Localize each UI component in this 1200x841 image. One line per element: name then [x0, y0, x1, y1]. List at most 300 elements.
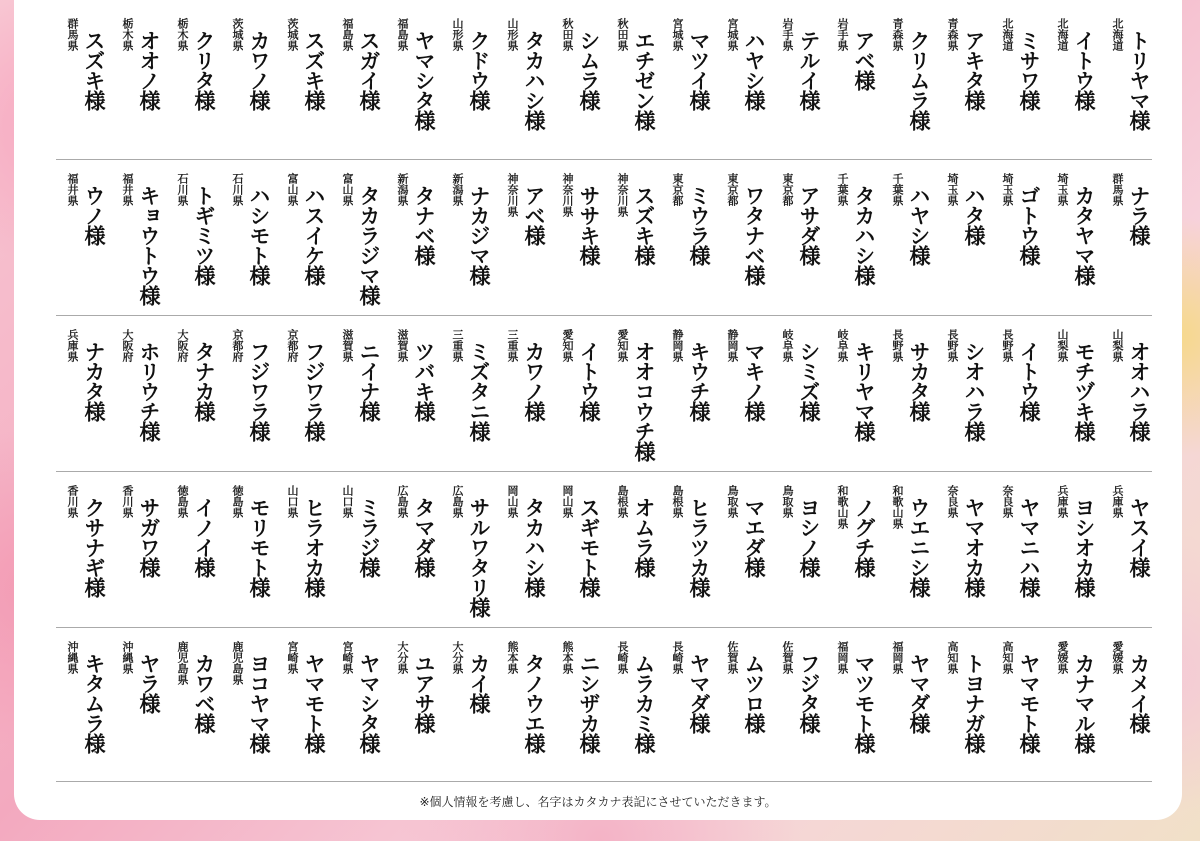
winner-name: ヨシノ様	[797, 497, 821, 577]
winner-name: ハスイケ様	[302, 185, 326, 285]
winner-entry	[664, 329, 712, 485]
winner-entry	[1049, 329, 1097, 485]
winner-entry	[224, 173, 272, 329]
prefecture-label: 山梨県	[1056, 329, 1069, 362]
winner-entry	[939, 641, 987, 797]
winner-name: ユアサ様	[412, 653, 436, 733]
winner-entry	[774, 485, 822, 641]
winner-entry	[829, 485, 877, 641]
winner-entry	[169, 329, 217, 485]
prefecture-label: 静岡県	[671, 329, 684, 362]
winner-entry	[554, 329, 602, 485]
winner-name: オオコウチ様	[632, 341, 656, 461]
prefecture-label: 香川県	[121, 485, 134, 518]
prefecture-label: 秋田県	[616, 18, 629, 51]
prefecture-label: 山形県	[451, 18, 464, 51]
winner-entry	[719, 641, 767, 797]
winner-name: ミサワ様	[1017, 30, 1041, 110]
winner-entry	[334, 485, 382, 641]
winner-name: マキノ様	[742, 341, 766, 421]
winner-entry	[609, 18, 657, 174]
row-divider	[56, 471, 1152, 472]
prefecture-label: 佐賀県	[726, 641, 739, 674]
winner-entry	[994, 329, 1042, 485]
winner-name: ヤラ様	[137, 653, 161, 713]
prefecture-label: 和歌山県	[836, 485, 849, 529]
prefecture-label: 群馬県	[1111, 173, 1124, 206]
prefecture-label: 奈良県	[946, 485, 959, 518]
winner-entry	[169, 18, 217, 174]
winner-name: ヤマダ様	[907, 653, 931, 733]
winner-entry	[279, 641, 327, 797]
winner-name: カメイ様	[1127, 653, 1151, 733]
winner-entry	[444, 641, 492, 797]
winner-name: タノウエ様	[522, 653, 546, 753]
winner-name: ヒラオカ様	[302, 497, 326, 597]
prefecture-label: 大分県	[396, 641, 409, 674]
winner-name: ヤマシタ様	[412, 30, 436, 130]
prefecture-label: 徳島県	[176, 485, 189, 518]
prefecture-label: 新潟県	[451, 173, 464, 206]
winner-entry	[334, 329, 382, 485]
prefecture-label: 山口県	[341, 485, 354, 518]
winner-entry	[1049, 485, 1097, 641]
prefecture-label: 静岡県	[726, 329, 739, 362]
winner-entry	[664, 173, 712, 329]
winner-name: ハヤシ様	[907, 185, 931, 265]
winner-entry	[59, 641, 107, 797]
winner-name: アベ様	[852, 30, 876, 90]
prefecture-label: 兵庫県	[1111, 485, 1124, 518]
prefecture-label: 鹿児島県	[176, 641, 189, 685]
prefecture-label: 長野県	[946, 329, 959, 362]
winner-entry	[334, 18, 382, 174]
winner-entry	[994, 485, 1042, 641]
winner-entry	[169, 641, 217, 797]
winner-name: ハシモト様	[247, 185, 271, 285]
prefecture-label: 長崎県	[671, 641, 684, 674]
winner-entry	[114, 329, 162, 485]
prefecture-label: 岡山県	[561, 485, 574, 518]
winner-entry	[994, 641, 1042, 797]
winner-name: シミズ様	[797, 341, 821, 421]
winner-name: ホリウチ様	[137, 341, 161, 441]
winner-name: アキタ様	[962, 30, 986, 110]
winner-name: シムラ様	[577, 30, 601, 110]
winner-entry	[499, 485, 547, 641]
winner-entry	[994, 18, 1042, 174]
prefecture-label: 京都府	[286, 329, 299, 362]
winner-entry	[884, 485, 932, 641]
winner-entry	[884, 641, 932, 797]
winner-entry	[774, 641, 822, 797]
winner-name: ナカジマ様	[467, 185, 491, 285]
prefecture-label: 栃木県	[176, 18, 189, 51]
winner-name: ヤマシタ様	[357, 653, 381, 753]
winner-name: ウエニシ様	[907, 497, 931, 597]
winner-entry	[279, 173, 327, 329]
winners-panel	[14, 0, 1182, 820]
prefecture-label: 北海道	[1001, 18, 1014, 51]
winner-entry	[444, 485, 492, 641]
prefecture-label: 福岡県	[836, 641, 849, 674]
winner-name: アサダ様	[797, 185, 821, 265]
winner-entry	[884, 173, 932, 329]
winner-name: カナマル様	[1072, 653, 1096, 753]
winner-name: クサナギ様	[82, 497, 106, 597]
prefecture-label: 京都府	[231, 329, 244, 362]
prefecture-label: 新潟県	[396, 173, 409, 206]
winner-name: ウノ様	[82, 185, 106, 245]
prefecture-label: 鳥取県	[781, 485, 794, 518]
winner-entry	[939, 173, 987, 329]
winner-name: タマダ様	[412, 497, 436, 577]
winner-name: スズキ様	[82, 30, 106, 110]
prefecture-label: 青森県	[946, 18, 959, 51]
prefecture-label: 岩手県	[781, 18, 794, 51]
prefecture-label: 秋田県	[561, 18, 574, 51]
winner-name: ハヤシ様	[742, 30, 766, 110]
prefecture-label: 愛媛県	[1056, 641, 1069, 674]
prefecture-label: 愛知県	[616, 329, 629, 362]
prefecture-label: 石川県	[231, 173, 244, 206]
winner-entry	[114, 641, 162, 797]
winner-entry	[499, 641, 547, 797]
winner-entry	[939, 329, 987, 485]
prefecture-label: 埼玉県	[1001, 173, 1014, 206]
winner-name: ハタ様	[962, 185, 986, 245]
winner-name: モリモト様	[247, 497, 271, 597]
prefecture-label: 高知県	[946, 641, 959, 674]
winner-entry	[554, 18, 602, 174]
winner-name: アベ様	[522, 185, 546, 245]
prefecture-label: 神奈川県	[616, 173, 629, 217]
prefecture-label: 香川県	[66, 485, 79, 518]
winner-name: マツモト様	[852, 653, 876, 753]
prefecture-label: 茨城県	[286, 18, 299, 51]
prefecture-label: 高知県	[1001, 641, 1014, 674]
winner-entry	[719, 173, 767, 329]
prefecture-label: 青森県	[891, 18, 904, 51]
winner-entry	[829, 329, 877, 485]
winner-entry	[719, 485, 767, 641]
winner-name: サカタ様	[907, 341, 931, 421]
prefecture-label: 徳島県	[231, 485, 244, 518]
prefecture-label: 島根県	[671, 485, 684, 518]
prefecture-label: 山口県	[286, 485, 299, 518]
prefecture-label: 富山県	[286, 173, 299, 206]
winner-name: ヤマモト様	[1017, 653, 1041, 753]
winner-entry	[1104, 18, 1152, 174]
winner-entry	[169, 485, 217, 641]
winner-name: クリムラ様	[907, 30, 931, 130]
winner-entry	[554, 173, 602, 329]
winner-name: テルイ様	[797, 30, 821, 110]
winner-entry	[609, 173, 657, 329]
winner-name: イトウ様	[1072, 30, 1096, 110]
winner-entry	[389, 329, 437, 485]
row-divider	[56, 781, 1152, 782]
winner-name: ツバキ様	[412, 341, 436, 421]
winner-name: カワノ様	[247, 30, 271, 110]
winner-entry	[114, 485, 162, 641]
prefecture-label: 岐阜県	[781, 329, 794, 362]
prefecture-label: 奈良県	[1001, 485, 1014, 518]
prefecture-label: 福島県	[341, 18, 354, 51]
prefecture-label: 福井県	[121, 173, 134, 206]
winner-name: ワタナベ様	[742, 185, 766, 285]
winner-entry	[884, 329, 932, 485]
winner-entry	[224, 485, 272, 641]
winner-row	[56, 18, 1152, 174]
winner-entry	[829, 18, 877, 174]
winner-entry	[499, 173, 547, 329]
winner-name: カイ様	[467, 653, 491, 713]
winner-entry	[1104, 641, 1152, 797]
winner-entry	[609, 641, 657, 797]
winner-row	[56, 485, 1152, 641]
winner-name: スズキ様	[632, 185, 656, 265]
winner-name: イトウ様	[1017, 341, 1041, 421]
winner-name: トギミツ様	[192, 185, 216, 285]
prefecture-label: 長野県	[1001, 329, 1014, 362]
winner-name: カワノ様	[522, 341, 546, 421]
winner-name: クリタ様	[192, 30, 216, 110]
winner-entry	[389, 641, 437, 797]
prefecture-label: 岡山県	[506, 485, 519, 518]
winner-name: カタヤマ様	[1072, 185, 1096, 285]
winner-name: トリヤマ様	[1127, 30, 1151, 130]
winner-name: ヤマモト様	[302, 653, 326, 753]
winner-entry	[389, 485, 437, 641]
prefecture-label: 千葉県	[836, 173, 849, 206]
prefecture-label: 東京都	[726, 173, 739, 206]
winner-entry	[59, 173, 107, 329]
winner-entry	[774, 173, 822, 329]
winner-name: ナカタ様	[82, 341, 106, 421]
winner-entry	[114, 173, 162, 329]
winner-name: トヨナガ様	[962, 653, 986, 753]
winner-entry	[664, 641, 712, 797]
winner-name: タナベ様	[412, 185, 436, 265]
winner-entry	[884, 18, 932, 174]
winner-entry	[224, 329, 272, 485]
winner-name: イノイ様	[192, 497, 216, 577]
winner-entry	[499, 329, 547, 485]
winner-name: モチヅキ様	[1072, 341, 1096, 441]
prefecture-label: 石川県	[176, 173, 189, 206]
winner-entry	[444, 18, 492, 174]
winner-entry	[774, 18, 822, 174]
winner-name: ムツロ様	[742, 653, 766, 733]
prefecture-label: 北海道	[1056, 18, 1069, 51]
winner-entry	[59, 329, 107, 485]
prefecture-label: 東京都	[671, 173, 684, 206]
prefecture-label: 兵庫県	[66, 329, 79, 362]
prefecture-label: 滋賀県	[396, 329, 409, 362]
prefecture-label: 大阪府	[121, 329, 134, 362]
prefecture-label: 滋賀県	[341, 329, 354, 362]
prefecture-label: 熊本県	[506, 641, 519, 674]
prefecture-label: 佐賀県	[781, 641, 794, 674]
prefecture-label: 富山県	[341, 173, 354, 206]
prefecture-label: 鹿児島県	[231, 641, 244, 685]
winner-entry	[499, 18, 547, 174]
winner-name: オムラ様	[632, 497, 656, 577]
winner-name: クドウ様	[467, 30, 491, 110]
winner-entry	[224, 18, 272, 174]
prefecture-label: 埼玉県	[1056, 173, 1069, 206]
prefecture-label: 鳥取県	[726, 485, 739, 518]
prefecture-label: 長崎県	[616, 641, 629, 674]
winner-entry	[1049, 173, 1097, 329]
winner-name: キタムラ様	[82, 653, 106, 753]
winner-entry	[334, 641, 382, 797]
winner-name: キリヤマ様	[852, 341, 876, 441]
winner-name: ノグチ様	[852, 497, 876, 577]
winner-name: ヤマダ様	[687, 653, 711, 733]
winner-entry	[939, 18, 987, 174]
prefecture-label: 神奈川県	[506, 173, 519, 217]
winner-name: ゴトウ様	[1017, 185, 1041, 265]
winner-name: サルワタリ様	[467, 497, 491, 617]
winner-entry	[444, 173, 492, 329]
prefecture-label: 広島県	[451, 485, 464, 518]
winner-name: ヨコヤマ様	[247, 653, 271, 753]
winner-name: ムラカミ様	[632, 653, 656, 753]
winner-entry	[609, 485, 657, 641]
winner-entry	[114, 18, 162, 174]
winner-entry	[719, 18, 767, 174]
prefecture-label: 和歌山県	[891, 485, 904, 529]
winner-name: ミラジ様	[357, 497, 381, 577]
winner-name: タカラジマ様	[357, 185, 381, 305]
row-divider	[56, 159, 1152, 160]
prefecture-label: 愛知県	[561, 329, 574, 362]
prefecture-label: 山梨県	[1111, 329, 1124, 362]
prefecture-label: 三重県	[506, 329, 519, 362]
prefecture-label: 広島県	[396, 485, 409, 518]
winner-entry	[994, 173, 1042, 329]
prefecture-label: 沖縄県	[121, 641, 134, 674]
prefecture-label: 熊本県	[561, 641, 574, 674]
winner-name: ヤマオカ様	[962, 497, 986, 597]
winner-entry	[609, 329, 657, 485]
winner-entry	[1104, 173, 1152, 329]
winner-name: ニシザカ様	[577, 653, 601, 753]
winner-entry	[1049, 641, 1097, 797]
winner-name: ヒラツカ様	[687, 497, 711, 597]
prefecture-label: 福島県	[396, 18, 409, 51]
winner-entry	[1049, 18, 1097, 174]
prefecture-label: 埼玉県	[946, 173, 959, 206]
prefecture-label: 北海道	[1111, 18, 1124, 51]
winner-name: マツイ様	[687, 30, 711, 110]
prefecture-label: 神奈川県	[561, 173, 574, 217]
winner-name: キョウトウ様	[137, 185, 161, 305]
winner-entry	[719, 329, 767, 485]
winner-entry	[1104, 485, 1152, 641]
winner-name: オオハラ様	[1127, 341, 1151, 441]
winner-row	[56, 173, 1152, 329]
prefecture-label: 福井県	[66, 173, 79, 206]
prefecture-label: 宮城県	[726, 18, 739, 51]
prefecture-label: 岩手県	[836, 18, 849, 51]
prefecture-label: 栃木県	[121, 18, 134, 51]
winner-name: スガイ様	[357, 30, 381, 110]
winner-entry	[389, 173, 437, 329]
winner-name: ニイナ様	[357, 341, 381, 421]
winner-name: タカハシ様	[852, 185, 876, 285]
prefecture-label: 宮崎県	[341, 641, 354, 674]
prefecture-label: 茨城県	[231, 18, 244, 51]
winner-name: ナラ様	[1127, 185, 1151, 245]
prefecture-label: 群馬県	[66, 18, 79, 51]
winner-name: キウチ様	[687, 341, 711, 421]
winner-entry	[169, 173, 217, 329]
winner-entry	[334, 173, 382, 329]
winner-name: フジワラ様	[247, 341, 271, 441]
winner-entry	[829, 173, 877, 329]
winner-entry	[279, 329, 327, 485]
winner-name: タカハシ様	[522, 497, 546, 597]
row-divider	[56, 315, 1152, 316]
winner-entry	[554, 485, 602, 641]
winner-name: サガワ様	[137, 497, 161, 577]
winner-entry	[554, 641, 602, 797]
winner-name: ササキ様	[577, 185, 601, 265]
winner-entry	[774, 329, 822, 485]
winner-entry	[279, 485, 327, 641]
winner-name: フジワラ様	[302, 341, 326, 441]
winner-name: タナカ様	[192, 341, 216, 421]
winner-entry	[829, 641, 877, 797]
prefecture-label: 大阪府	[176, 329, 189, 362]
prefecture-label: 長野県	[891, 329, 904, 362]
winner-name: ヤマニハ様	[1017, 497, 1041, 597]
winner-name: スギモト様	[577, 497, 601, 597]
prefecture-label: 岐阜県	[836, 329, 849, 362]
winner-name: シオハラ様	[962, 341, 986, 441]
winner-name: スズキ様	[302, 30, 326, 110]
winner-name: フジタ様	[797, 653, 821, 733]
winner-entry	[444, 329, 492, 485]
row-divider	[56, 627, 1152, 628]
winner-entry	[939, 485, 987, 641]
winner-name: エチゼン様	[632, 30, 656, 130]
prefecture-label: 兵庫県	[1056, 485, 1069, 518]
winner-entry	[279, 18, 327, 174]
prefecture-label: 東京都	[781, 173, 794, 206]
winner-entry	[224, 641, 272, 797]
winner-name: マエダ様	[742, 497, 766, 577]
winner-row	[56, 641, 1152, 797]
prefecture-label: 大分県	[451, 641, 464, 674]
prefecture-label: 三重県	[451, 329, 464, 362]
prefecture-label: 宮崎県	[286, 641, 299, 674]
winner-name: タカハシ様	[522, 30, 546, 130]
winner-entry	[59, 485, 107, 641]
winner-name: オオノ様	[137, 30, 161, 110]
winner-name: ミズタニ様	[467, 341, 491, 441]
winner-name: カワベ様	[192, 653, 216, 733]
prefecture-label: 島根県	[616, 485, 629, 518]
winner-entry	[1104, 329, 1152, 485]
winner-entry	[664, 485, 712, 641]
prefecture-label: 山形県	[506, 18, 519, 51]
winner-name: ヨシオカ様	[1072, 497, 1096, 597]
winner-name: ミウラ様	[687, 185, 711, 265]
